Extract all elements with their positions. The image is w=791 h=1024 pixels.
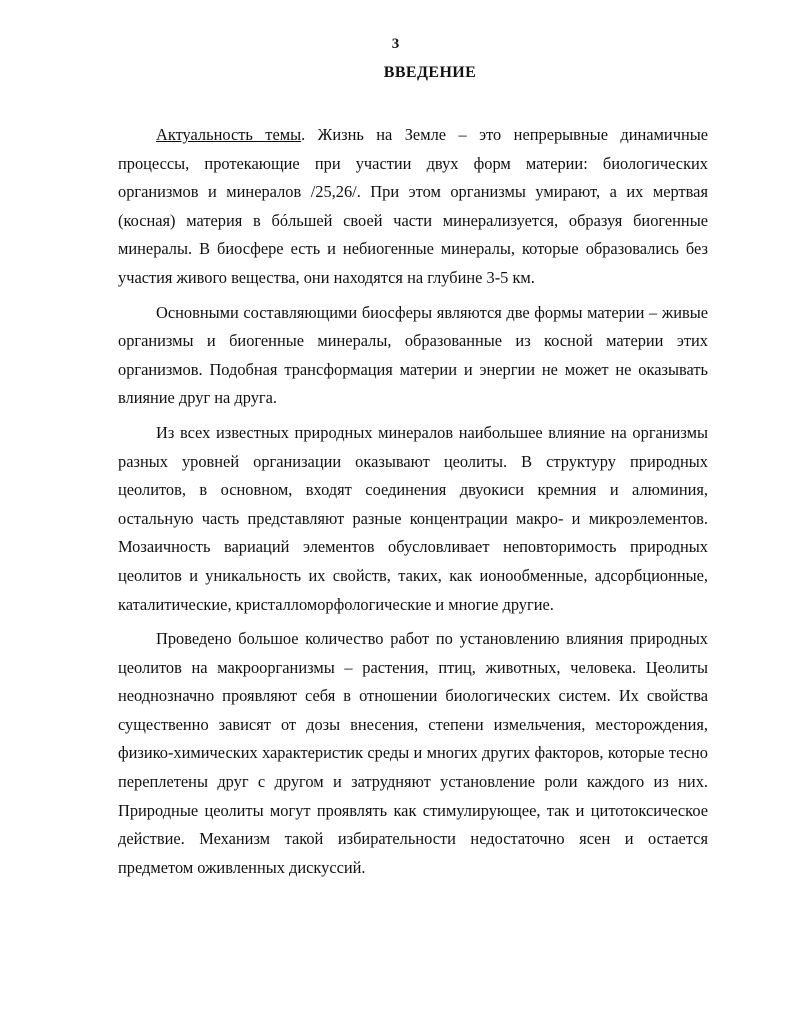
document-body	[118, 121, 708, 882]
section-title: ВВЕДЕНИЕ	[383, 64, 477, 81]
paragraph-text: . Жизнь на Земле – это непрерывные динамичные процессы, протекающие при участии двух форм материи: биологических организмов и минералов /25,26/. При этом организмы умирают, а их мертвая (косная) материя в бóльшей своей части минерализуется, образуя биогенные минералы. В биосфере есть и небиогенные минералы, которые образовались без участия живого вещества, они находятся на глубине 3-5 км.	[118, 125, 708, 287]
paragraph-text: Из всех известных природных минералов наибольшее влияние на организмы разных уровней организации оказывают цеолиты. В структуру природных цеолитов, в основном, входят соединения двуокиси кремния и алюминия, остальную часть представляют разные концентрации макро- и микроэлементов. Мозаичность вариаций элементов обусловливает неповторимость природных цеолитов и уникальность их свойств, таких, как ионообменные, адсорбционные, каталитические, кристалломорфологические и многие другие.	[118, 422, 708, 614]
relevance-heading: Актуальность темы	[156, 125, 302, 144]
page-number: 3	[391, 36, 400, 52]
paragraph-biosphere	[118, 299, 708, 413]
paragraph-relevance	[118, 121, 708, 293]
paragraph-zeolites	[118, 419, 708, 619]
paragraph-text: Основными составляющими биосферы являются две формы материи – живые организмы и биогенные минералы, образованные из косной материи этих организмов. Подобная трансформация материи и энергии не может не оказывать влияние друг на друга.	[118, 302, 708, 408]
paragraph-research	[118, 625, 708, 882]
paragraph-text: Проведено большое количество работ по установлению влияния природных цеолитов на макроорганизмы – растения, птиц, животных, человека. Цеолиты неоднозначно проявляют себя в отношении биологических систем. Их свойства существенно зависят от дозы внесения, степени измельчения, месторождения, физико-химических характеристик среды и многих других факторов, которые тесно переплетены друг с другом и затрудняют установление роли каждого из них. Природные цеолиты могут проявлять как стимулирующее, так и цитотоксическое действие. Механизм такой избирательности недостаточно ясен и остается предметом оживленных дискуссий.	[118, 629, 708, 877]
